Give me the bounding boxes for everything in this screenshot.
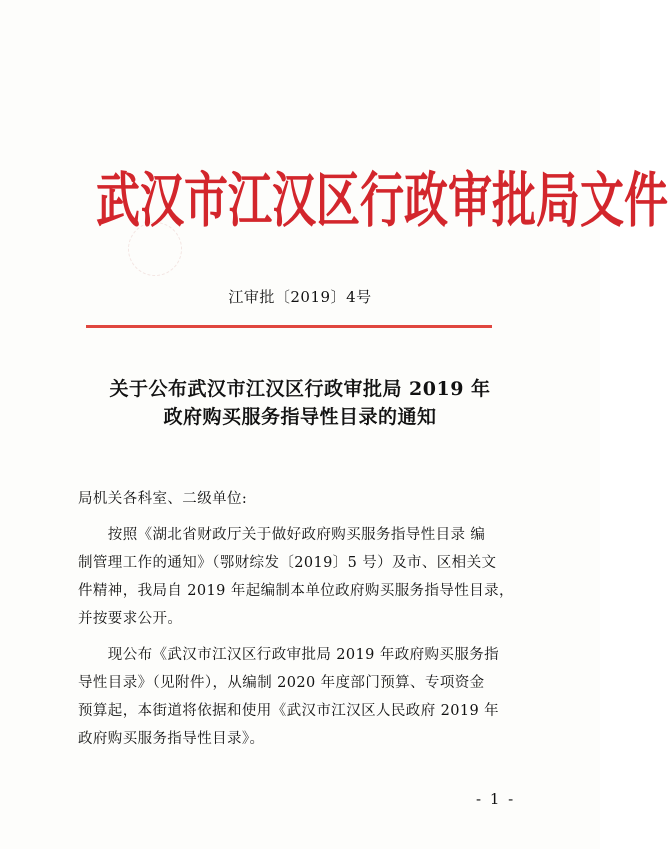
paragraph-1-line-1: 按照《湖北省财政厅关于做好政府购买服务指导性目录 编 — [78, 527, 486, 543]
salutation: 局机关各科室、二级单位: — [78, 491, 248, 507]
paragraph-1-line-3: 件精神，我局自 2019 年起编制本单位政府购买服务指导性目录， — [78, 583, 514, 599]
red-divider-line — [86, 325, 492, 328]
paragraph-2-line-2: 导性目录》（见附件），从编制 2020 年度部门预算、专项资金 — [78, 675, 485, 691]
paragraph-2-line-3: 预算起，本街道将依据和使用《武汉市江汉区人民政府 2019 年 — [78, 703, 500, 719]
body-text — [78, 485, 533, 753]
page-number: - 1 - — [476, 790, 516, 808]
notice-title-line-2: 政府购买服务指导性目录的通知 — [163, 406, 437, 428]
document-number: 江审批〔2019〕4号 — [228, 288, 372, 306]
notice-title — [60, 375, 540, 431]
paragraph-1-line-4: 并按要求公开。 — [78, 611, 183, 627]
paragraph-2-line-1: 现公布《武汉市江汉区行政审批局 2019 年政府购买服务指 — [78, 647, 500, 663]
notice-title-line-1: 关于公布武汉市江汉区行政审批局 2019 年 — [109, 378, 491, 400]
org-header-title: 武汉市江汉区行政审批局文件 — [96, 166, 668, 236]
paragraph-2-line-4: 政府购买服务指导性目录》。 — [78, 731, 265, 747]
paragraph-1-line-2: 制管理工作的通知》（鄂财综发〔2019〕5 号）及市、区相关文 — [78, 555, 497, 571]
